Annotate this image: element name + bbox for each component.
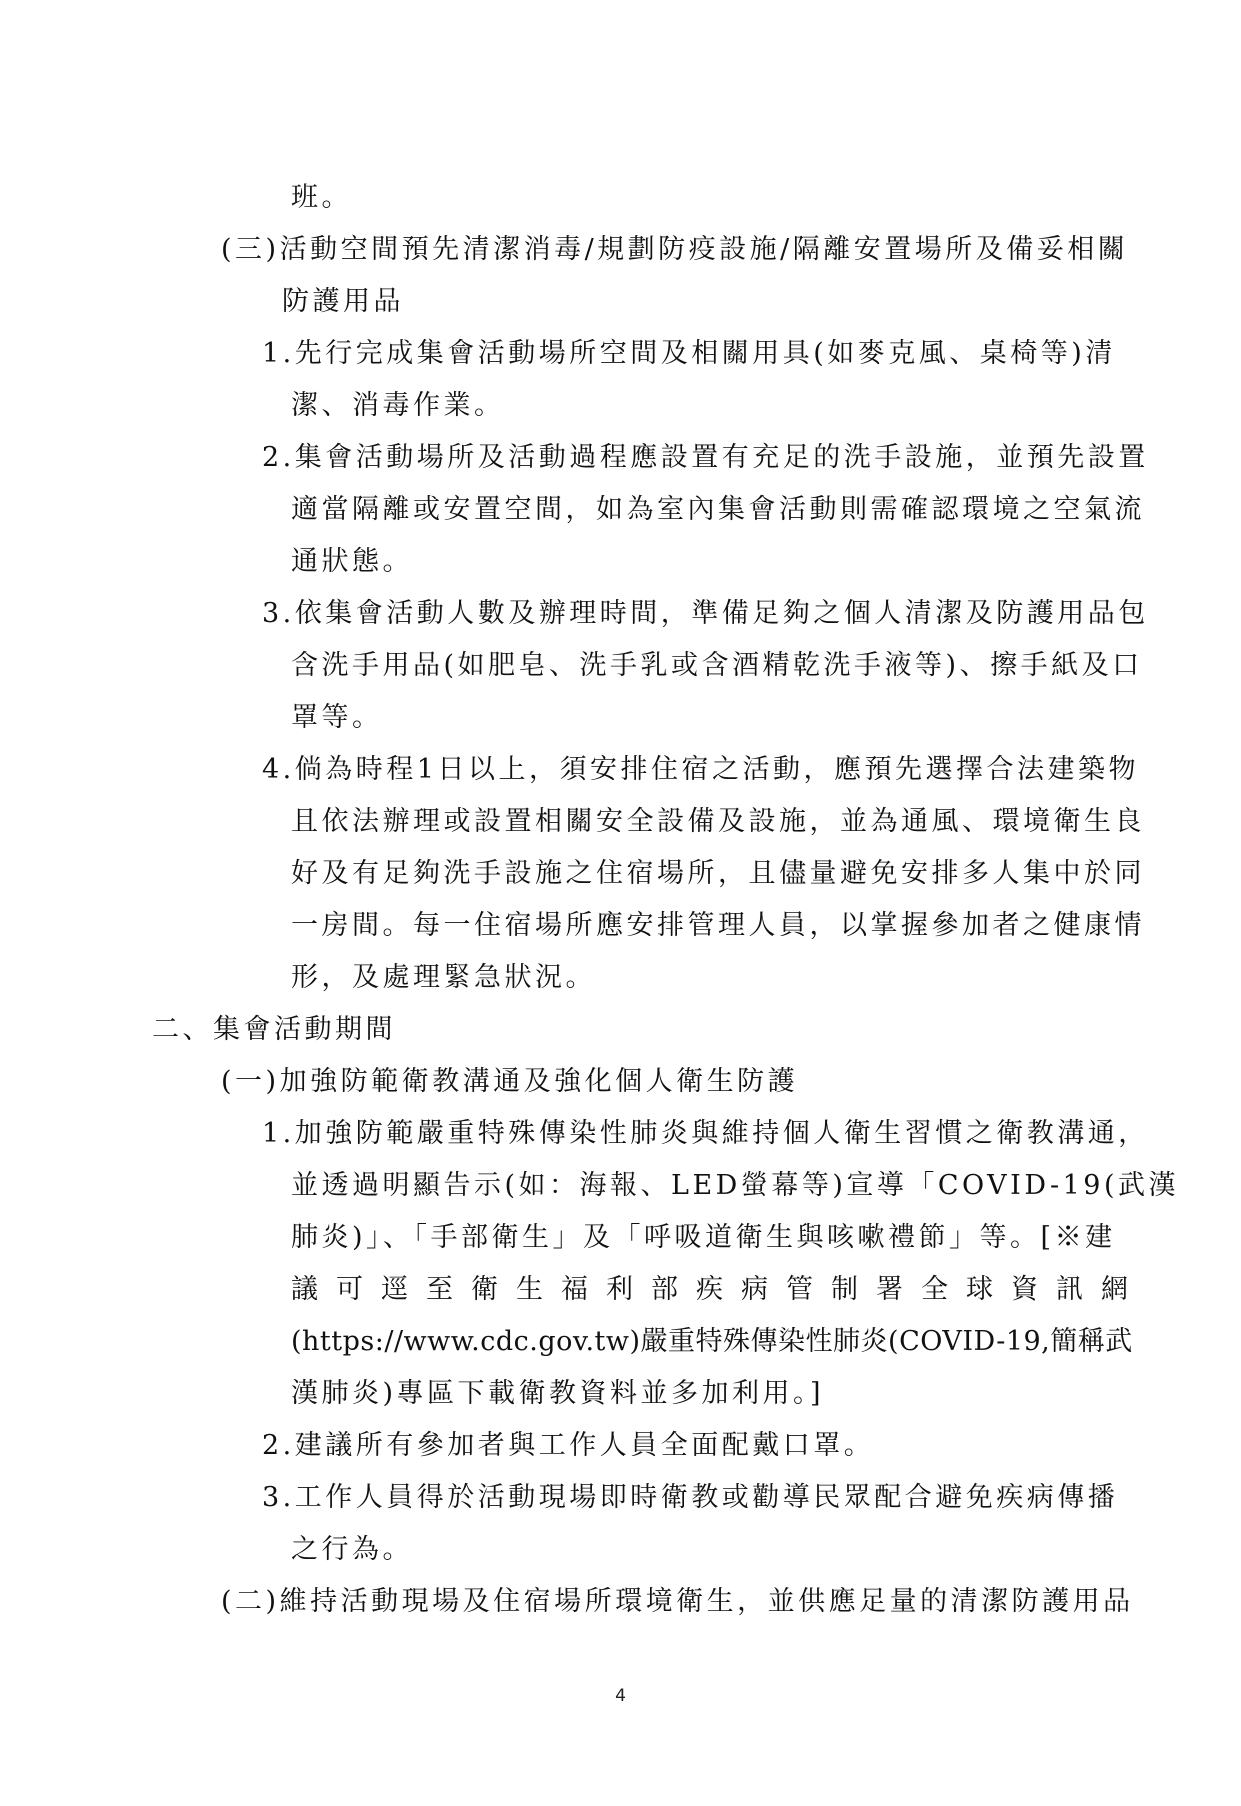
list-item: 2.建議所有參加者與工作人員全面配戴口罩。: [262, 1430, 875, 1461]
list-item: 3.工作人員得於活動現場即時衛教或勸導民眾配合避免疾病傳播: [262, 1482, 1119, 1513]
chapter-heading: 二、集會活動期間: [152, 1014, 396, 1045]
text-line: 含洗手用品(如肥皂、洗手乳或含酒精乾洗手液等)、擦手紙及口: [291, 650, 1143, 681]
text-line: 罩等。: [291, 702, 383, 733]
page-number: 4: [615, 1686, 626, 1706]
section-heading: (三)活動空間預先清潔消毒/規劃防疫設施/隔離安置場所及備妥相關: [221, 234, 1129, 265]
text-line: 適當隔離或安置空間，如為室內集會活動則需確認環境之空氣流: [291, 494, 1145, 525]
text-line: 且依法辦理或設置相關安全設備及設施，並為通風、環境衛生良: [291, 806, 1145, 837]
text-line: 好及有足夠洗手設施之住宿場所，且儘量避免安排多人集中於同: [291, 858, 1145, 889]
text-line: 議可逕至衛生福利部疾病管制署全球資訊網: [291, 1274, 1146, 1305]
text-line: 並透過明顯告示(如：海報、LED螢幕等)宣導「COVID-19(武漢: [291, 1170, 1179, 1201]
text-line: 潔、消毒作業。: [291, 390, 505, 421]
text-line: 一房間。每一住宿場所應安排管理人員，以掌握參加者之健康情: [291, 910, 1145, 941]
list-item: 1.先行完成集會活動場所空間及相關用具(如麥克風、桌椅等)清: [262, 338, 1116, 369]
text-line: 肺炎)」、「手部衛生」及「呼吸道衛生與咳嗽禮節」等。[※建: [291, 1222, 1116, 1253]
list-item: 3.依集會活動人數及辦理時間，準備足夠之個人清潔及防護用品包: [262, 598, 1149, 629]
list-item: 2.集會活動場所及活動過程應設置有充足的洗手設施，並預先設置: [262, 442, 1149, 473]
text-line: 之行為。: [291, 1534, 413, 1565]
text-line: 班。: [291, 182, 352, 213]
list-item: 1.加強防範嚴重特殊傳染性肺炎與維持個人衛生習慣之衛教溝通，: [262, 1118, 1149, 1149]
text-line: 形，及處理緊急狀況。: [291, 962, 596, 993]
text-line: 漢肺炎)專區下載衛教資料並多加利用。]: [291, 1378, 825, 1409]
section-heading: (二)維持活動現場及住宿場所環境衛生，並供應足量的清潔防護用品: [221, 1586, 1134, 1617]
list-item: 4.倘為時程1日以上，須安排住宿之活動，應預先選擇合法建築物: [262, 754, 1139, 785]
text-line: (https://www.cdc.gov.tw)嚴重特殊傳染性肺炎(COVID-19,簡稱武: [291, 1326, 1133, 1357]
section-heading: (一)加強防範衛教溝通及強化個人衛生防護: [221, 1066, 799, 1097]
text-line: 通狀態。: [291, 546, 413, 577]
text-line: 防護用品: [282, 286, 404, 317]
